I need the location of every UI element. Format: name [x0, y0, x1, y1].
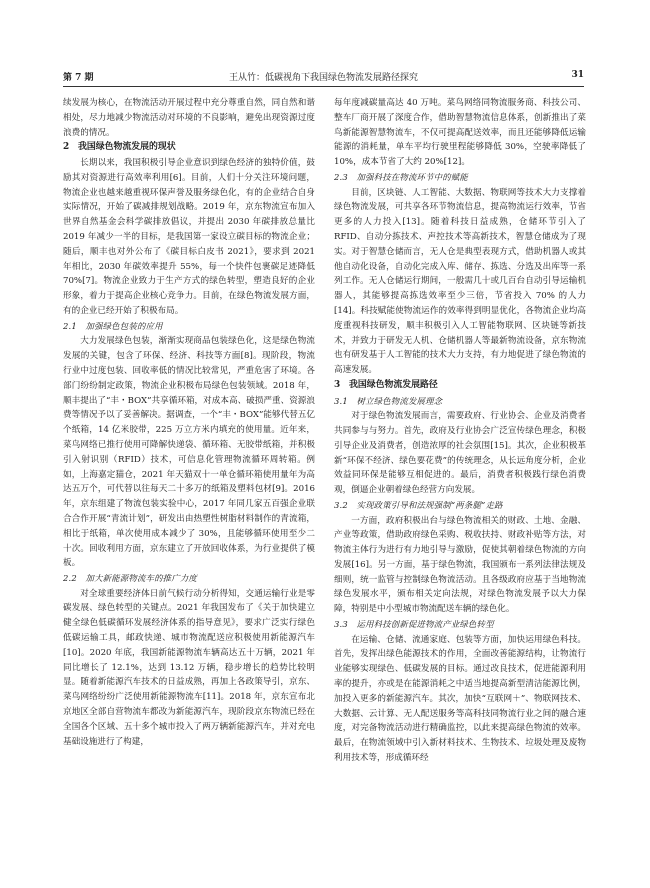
- page-number: 31: [571, 70, 584, 80]
- subsection-heading: 2.3 加强科技在物流环节中的赋能: [334, 171, 468, 182]
- subsection-heading: 2.2 加大新能源物流车的推广力度: [63, 573, 197, 584]
- section-heading: 2 我国绿色物流发展的现状: [63, 142, 176, 153]
- subsection-heading: 3.2 实现政策引导和法规强制“两条腿”走路: [334, 499, 503, 510]
- paragraph: 大力发展绿色包装，渐渐实现商品包装绿色化，这是绿色物流发展的关键，包含了环保、经济、科技等方面[8]。现阶段，物流行业中过度包装、回收率低的情况比较常见，严重危害了环境。各部门纷纷制定政策，物流企业积极布局绿色包装领域。2018 年，顺丰提出了“丰・BOX”共享循环箱，对成本高、破损严重、资源浪费等情况予以了妥善解决。据调查，一个“丰・BOX”能够代替五亿个纸箱，14 亿米胶带，225 万立方米内填充的使用量。近年来，菜鸟网络已推行使用可降解快递袋、循环箱、无胶带纸箱，并积极引入射识别（RFID）技术，可信息化管理物流循环周转箱。例如，上海嘉定猫仓，2021 年天猫双十一单仓循环箱使用量年为高达五万个，可代替以往每天二十多万的纸箱及塑料包材[9]。2016 年，京东组建了物流包装实验中心，2017 年同几家五百强企业联合合作开展“青流计划”，研发出由热塑性树脂材料制作的青流箱，相比于纸箱，单次使用成本减少了 30%，且能够循环使用至少二十次。回收利用方面，京东建立了开放回收体系，为行业提供了模板。: [63, 336, 315, 569]
- running-title: 王从竹：低碳视角下我国绿色物流发展路径探究: [228, 73, 418, 83]
- subsection-heading: 3.1 树立绿色物流发展理念: [334, 395, 443, 406]
- paragraph: 每年度减碳量高达 40 万吨。菜鸟网络同物流服务商、科技公司、整车厂商开展了深度合作，借助智慧物流信息体系，创新推出了菜鸟新能源智慧物流车，不仅可提高配送效率，而且还能够降低运输能源的消耗量，单车平均行驶里程能够降低 30%，空驶率降低了 10%，成本节省了大约 20%[12]。: [334, 98, 586, 168]
- paragraph: 续发展为核心，在物流活动开展过程中充分尊重自然，同自然和谐相处，尽力地减少物流活动对环境的不良影响，避免出现资源过度浪费的情况。: [63, 98, 315, 138]
- section-heading: 3 我国绿色物流发展路径: [334, 379, 438, 390]
- subsection-heading: 2.1 加强绿色包装的应用: [63, 320, 163, 331]
- paragraph: 长期以来，我国积极引导企业意识到绿色经济的独特价值，鼓励其对资源进行高效率利用[6]。目前，人们十分关注环境问题，物流企业也越来越重视环保声誉及服务绿色化，有的企业结合自身实际情况，开始了碳减排规划战略。2019 年，京东物流宣布加入世界自然基金会科学碳排放倡议，并提出 2030 年碳排放总量比 2019 年减少一半的目标，是我国第一家设立碳目标的物流企业；随后，顺丰也对外公布了《碳目标白皮书 2021》，要求到 2021 年相比，2030 年碳效率提升 55%，每一个快件包裹碳足迹降低 70%[7]。物流企业致力于生产方式的绿色转型，塑造良好的企业形象，着力于提高企业核心竞争力。目前，在绿色物流发展方面，有的企业已经开始了积极布局。: [63, 157, 315, 316]
- paragraph: 对于绿色物流发展而言，需要政府、行业协会、企业及消费者共同参与与努力。首先，政府及行业协会广泛宣传绿色理念，积极引导企业及消费者，创造浓厚的社会氛围[15]。其次，企业积极革新“环保不经济、绿色要花费”的传统理念，从长远角度分析，企业效益同环保是能够互相促进的。最后，消费者积极践行绿色消费观，倒逼企业朝着绿色经营方向发展。: [334, 411, 586, 496]
- page-header: [63, 64, 584, 87]
- paragraph: 在运输、仓储、流通家庭、包装等方面，加快运用绿色科技。首先，发挥出绿色能源技术的作用，全面改善能源结构，让物流行业能够实现绿色、低碳发展的目标。通过改良技术，促进能源利用率的提升，亦或是在能源消耗之中适当地提高新型清洁能源比例，加投入更多的新能源汽车。其次，加快“互联网＋”、物联网技术、大数据、云计算、无人配送服务等高科技同物流行业之间的融合速度，对完备物流活动进行精确监控，以此来提高绿色物流的效率。最后，在物流领域中引入新材料技术、生物技术、垃圾处理及废物利用技术等，形成循环经: [334, 634, 586, 764]
- subsection-heading: 3.3 运用科技创新促进物流产业绿色转型: [334, 619, 494, 630]
- issue-label: 第 7 期: [63, 73, 94, 83]
- right-column: [334, 96, 586, 766]
- left-column: [63, 96, 315, 749]
- paragraph: 对全球重要经济体日前气候行动分析得知，交通运输行业是零碳发展、绿色转型的关键点。2021 年我国发布了《关于加快建立健全绿色低碳循环发展经济体系的指导意见》，要求广泛实行绿色低碳运输工具，邮政快递、城市物流配送应积极使用新能源汽车[10]。2020 年底，我国新能源物流车辆高达五十万辆，2021 年同比增长了 12.1%，达到 13.12 万辆，稳步增长的趋势比较明显。随着新能源汽车技术的日益成熟，再加上各政策导引，京东、菜鸟网络纷纷广泛使用新能源物流车[11]。2018 年，京东宣布北京地区全部自营物流车都改为新能源汽车，现阶段京东物流已经在全国各个区域、五十多个城市投入了两万辆新能源汽车，并对充电基础设施进行了构建，: [63, 588, 315, 747]
- paragraph: 一方面，政府积极出台与绿色物流相关的财政、土地、金融、产业等政策，借助政府绿色采购、税收扶持、财政补贴等方法，对物流主体行为进行有力地引导与激励，促使其朝着绿色物流的方向发展[16]。另一方面，基于绿色物流，我国颁布一系列法律法规及细则，统一监管与控制绿色物流活动。且各级政府应基于当地物流绿色发展水平，颁布相关定向法规，对绿色物流发展予以大力保障，特别是中小型城市物流配送车辆的绿色化。: [334, 515, 586, 615]
- paragraph: 目前，区块链、人工智能、大数据、物联网等技术大力支撑着绿色物流发展，可共享各环节物流信息，提高物流运行效率，节省更多的人力投入[13]。随着科技日益成熟，仓储环节引入了 RFID、自动分拣技术、声控技术等高新技术，智慧仓储成为了现实。对于智慧仓储而言，无人仓是典型表现方式，借助机器人或其他自动化设备，自动化完成入库、储存、拣选、分选及出库等一系列工作。无人仓储运行期间，一般需几十或几百台自动引导运输机器人，其能够提高拣选效率至少三倍，节省投入 70% 的人力[14]。科技赋能使物流运作的效率得到明显优化，各物流企业均高度重视科技研发，顺丰积极引入人工智能物联网、区块链等新技术，并致力于研发无人机、仓储机器人等最新物流设备，京东物流也有研发基于人工智能的技术大力支持，有力地促进了绿色物流的高速发展。: [334, 187, 586, 376]
